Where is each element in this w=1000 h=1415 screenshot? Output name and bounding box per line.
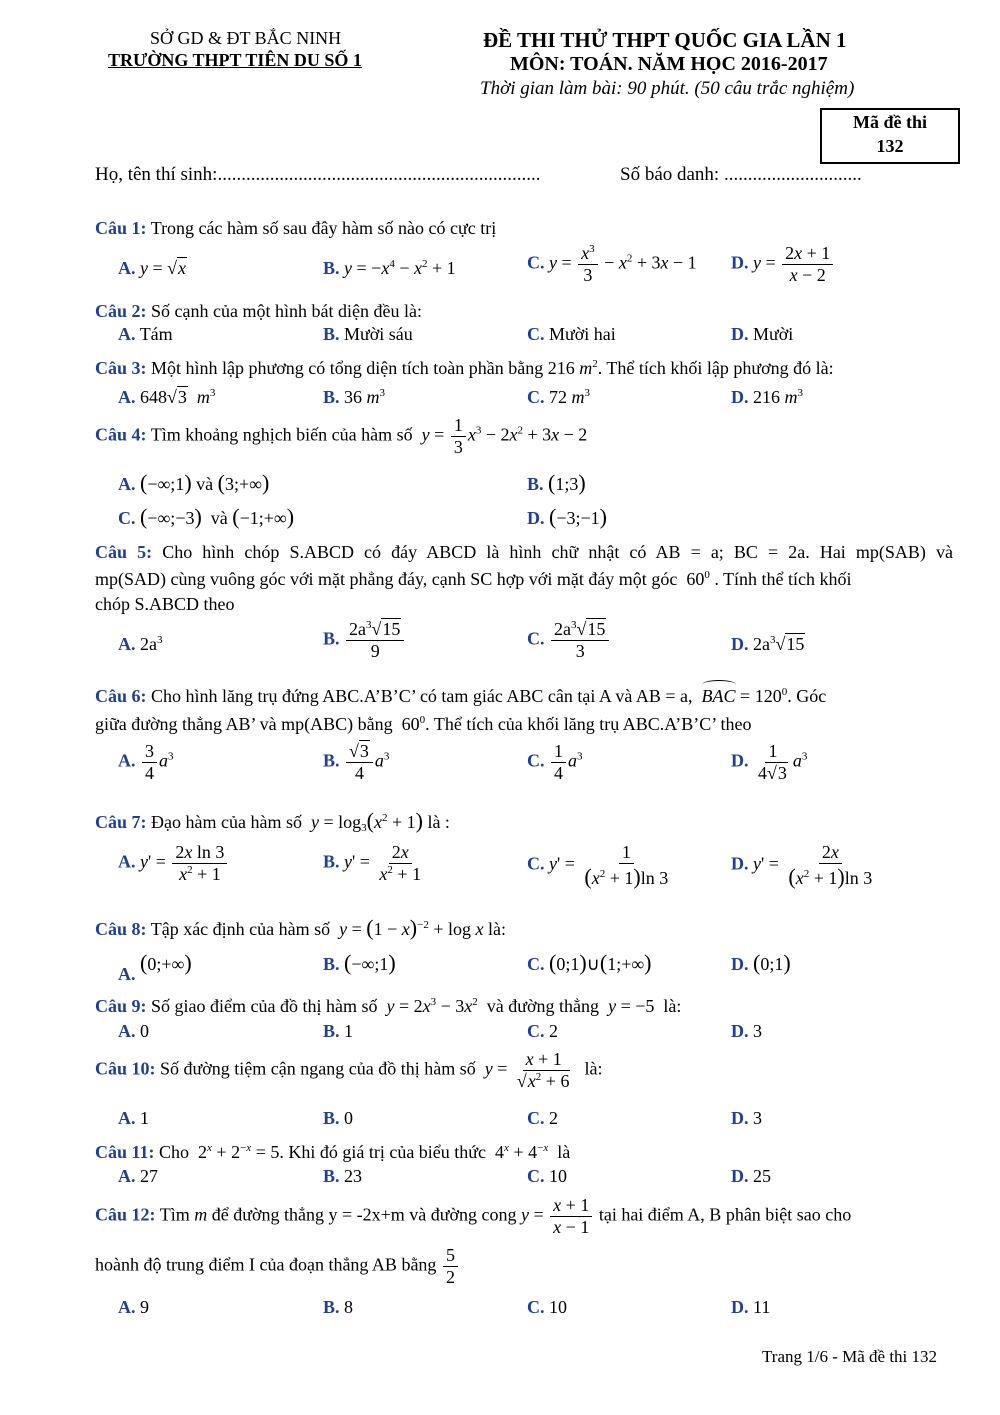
- question-10: Câu 10: Số đường tiệm cận ngang của đồ thị hàm số y = $\frac{x + 1}{√x^2 + 6}$ là:: [95, 1049, 603, 1091]
- question-11: Câu 11: Cho $2^x + 2^{-x} = 5$. Khi đó giá trị của biểu thức $4^x + 4^{-x}$ là: [95, 1142, 571, 1162]
- q3-option-b[interactable]: B. 36 $m^3$: [323, 387, 386, 407]
- question-6-line-2: giữa đường thẳng AB’ và mp(ABC) bằng $60^0$. Thể tích của khối lăng trụ ABC.A’B’C’ theo: [95, 714, 752, 734]
- question-label: Câu 7:: [95, 812, 147, 832]
- question-label: Câu 1:: [95, 218, 147, 238]
- q6-option-a[interactable]: A. $\frac{3}{4}$ $a^3$: [118, 741, 174, 783]
- q4-option-c[interactable]: C. (−∞;−3) và (−1;+∞): [118, 504, 295, 529]
- q11-option-b[interactable]: B. 23: [323, 1166, 363, 1186]
- q8-option-c[interactable]: C. (0;1)∪(1;+∞): [527, 950, 652, 975]
- q6-option-c[interactable]: C. $\frac{1}{4}$ $a^3$: [527, 741, 583, 783]
- question-5: [95, 542, 953, 563]
- question-label: Câu 5:: [95, 542, 153, 562]
- q3-option-c[interactable]: C. 72 $m^3$: [527, 387, 590, 407]
- q9-option-d[interactable]: D. 3: [731, 1021, 762, 1041]
- question-text: Tìm khoảng nghịch biến của hàm số: [150, 424, 413, 445]
- q1-option-c[interactable]: C. y = $\frac{x^3}{3}$ − $x^2 + 3x - 1$: [527, 243, 697, 285]
- q8-option-d[interactable]: D. (0;1): [731, 950, 791, 975]
- q10-option-b[interactable]: B. 0: [323, 1108, 354, 1128]
- question-12: Câu 12: Tìm m để đường thẳng y = -2x+m và đường cong y = $\frac{x + 1}{x - 1}$ tại hai điểm A, B phân biệt sao cho: [95, 1195, 852, 1237]
- q7-option-a[interactable]: A. y' = $\frac{\text{2x ln 3}}{x^2 + 1}$: [118, 843, 229, 884]
- q5-option-c[interactable]: C. $\frac{2a^3√15}{3}$: [527, 620, 611, 661]
- q12-option-a[interactable]: A. 9: [118, 1297, 149, 1317]
- q1-option-b[interactable]: B. $y = -x^4 - x^2 + 1$: [323, 258, 456, 278]
- q7-option-d[interactable]: D. y' = $\frac{2x}{(x^2 + 1)\ln 3}$: [731, 842, 873, 889]
- q3-option-d[interactable]: D. 216 $m^3$: [731, 387, 803, 407]
- q6-option-b[interactable]: B. $\frac{√3}{4}$ $a^3$: [323, 741, 390, 783]
- exam-duration: Thời gian làm bài: 90 phút. (50 câu trắc nghiệm): [480, 78, 855, 99]
- question-4: Câu 4: Tìm khoảng nghịch biến của hàm số y = $\frac{1}{3}$ $x^3 - 2x^2 + 3x - 2$: [95, 415, 588, 457]
- q12-option-b[interactable]: B. 8: [323, 1297, 354, 1317]
- candidate-name-field: Họ, tên thí sinh:....................................................................: [95, 164, 541, 185]
- question-text: Cho hình chóp S.ABCD có đáy ABCD là hình chữ nhật có AB = a; BC = 2a. Hai mp(SAB) và: [162, 542, 953, 562]
- q11-option-c[interactable]: C. 10: [527, 1166, 567, 1186]
- question-label: Câu 3:: [95, 358, 147, 378]
- q6-option-d[interactable]: D. $\frac{1}{4√3}$ $a^3$: [731, 741, 808, 783]
- q2-option-d[interactable]: D. Mười: [731, 324, 794, 344]
- q2-option-a[interactable]: A. Tám: [118, 324, 173, 344]
- question-2: [95, 301, 422, 322]
- question-8: Câu 8: Tập xác định của hàm số $y = (1 - x)^{-2} + \log x$ là:: [95, 915, 506, 940]
- question-3: Câu 3: Một hình lập phương có tổng diện tích toàn phần bằng 216 $m^2$. Thể tích khối lập phương đó là:: [95, 358, 834, 378]
- question-text: Trong các hàm số sau đây hàm số nào có cực trị: [150, 218, 497, 238]
- question-text: Một hình lập phương có tổng diện tích toàn phần bằng 216: [151, 358, 575, 378]
- q4-option-d[interactable]: D. (−3;−1): [527, 504, 607, 529]
- q4-option-b[interactable]: B. (1;3): [527, 470, 586, 495]
- q10-option-a[interactable]: A. 1: [118, 1108, 149, 1128]
- question-label: Câu 4:: [95, 424, 147, 445]
- question-1: [95, 218, 496, 239]
- q4-option-a[interactable]: A. (−∞;1) và (3;+∞): [118, 470, 270, 495]
- question-label: Câu 11:: [95, 1142, 155, 1162]
- q11-option-d[interactable]: D. 25: [731, 1166, 771, 1186]
- question-5-line-2: mp(SAD) cùng vuông góc với mặt phẳng đáy, cạnh SC hợp với mặt đáy một góc $60^0$ . Tính thể tích khối: [95, 569, 852, 589]
- exam-code-box: [820, 108, 960, 164]
- q7-option-c[interactable]: C. y' = $\frac{1}{(x^2 + 1)\ln 3}$: [527, 842, 669, 889]
- q10-option-d[interactable]: D. 3: [731, 1108, 762, 1128]
- q8-option-b[interactable]: B. (−∞;1): [323, 950, 396, 975]
- q2-option-b[interactable]: B. Mười sáu: [323, 324, 413, 344]
- exam-code-label: Mã đề thi: [853, 112, 927, 132]
- question-12-line-2: hoành độ trung điểm I của đoạn thẳng AB bằng $\frac{5}{2}$: [95, 1246, 460, 1287]
- school-name: TRƯỜNG THPT TIÊN DU SỐ 1: [108, 50, 362, 70]
- question-label: Câu 12:: [95, 1204, 156, 1225]
- department-name: SỞ GD & ĐT BẮC NINH: [150, 28, 342, 48]
- question-label: Câu 2:: [95, 301, 147, 321]
- q5-option-a[interactable]: A. $2a^3$: [118, 634, 163, 654]
- question-label: Câu 10:: [95, 1058, 156, 1079]
- q1-option-a[interactable]: A. y = √x: [118, 258, 187, 278]
- question-9: Câu 9: Số giao điểm của đồ thị hàm số $y = 2x^3 - 3x^2$ và đường thẳng y = −5 là:: [95, 996, 682, 1016]
- candidate-id-field: Số báo danh: .............................: [620, 164, 862, 185]
- question-7: Câu 7: Đạo hàm của hàm số $y = \log_3(x^2 + 1)$ là :: [95, 808, 450, 834]
- q11-option-a[interactable]: A. 27: [118, 1166, 158, 1186]
- question-text: Số cạnh của một hình bát diện đều là:: [151, 301, 422, 321]
- page-footer: Trang 1/6 - Mã đề thi 132: [762, 1347, 938, 1366]
- question-label: Câu 6:: [95, 686, 147, 706]
- q7-option-b[interactable]: B. y' = $\frac{2x}{x^2 + 1}$: [323, 842, 422, 884]
- q9-option-c[interactable]: C. 2: [527, 1021, 558, 1041]
- exam-code: 132: [876, 136, 904, 156]
- q9-option-a[interactable]: A. 0: [118, 1021, 149, 1041]
- question-label: Câu 9:: [95, 996, 147, 1016]
- question-6: Câu 6: Cho hình lăng trụ đứng ABC.A’B’C’ có tam giác ABC cân tại A và AB = a, BAC = $120^0$. Góc: [95, 686, 827, 706]
- q1-option-d[interactable]: D. y = $\frac{2x + 1}{x - 2}$: [731, 244, 835, 285]
- q2-option-c[interactable]: C. Mười hai: [527, 324, 616, 344]
- q8-option-a[interactable]: A. (0;+∞): [118, 950, 192, 984]
- question-5-line-3: chóp S.ABCD theo: [95, 594, 235, 614]
- q3-option-a[interactable]: A. 648√3 $m^3$: [118, 387, 216, 407]
- exam-subject: MÔN: TOÁN. NĂM HỌC 2016-2017: [510, 53, 828, 75]
- q12-option-d[interactable]: D. 11: [731, 1297, 771, 1317]
- q5-option-b[interactable]: B. $\frac{2a^3√15}{9}$: [323, 620, 406, 661]
- question-label: Câu 8:: [95, 919, 147, 939]
- q9-option-b[interactable]: B. 1: [323, 1021, 354, 1041]
- q10-option-c[interactable]: C. 2: [527, 1108, 558, 1128]
- exam-title: ĐỀ THI THỬ THPT QUỐC GIA LẦN 1: [483, 28, 847, 52]
- q5-option-d[interactable]: D. $2a^3√15$: [731, 634, 805, 654]
- q12-option-c[interactable]: C. 10: [527, 1297, 567, 1317]
